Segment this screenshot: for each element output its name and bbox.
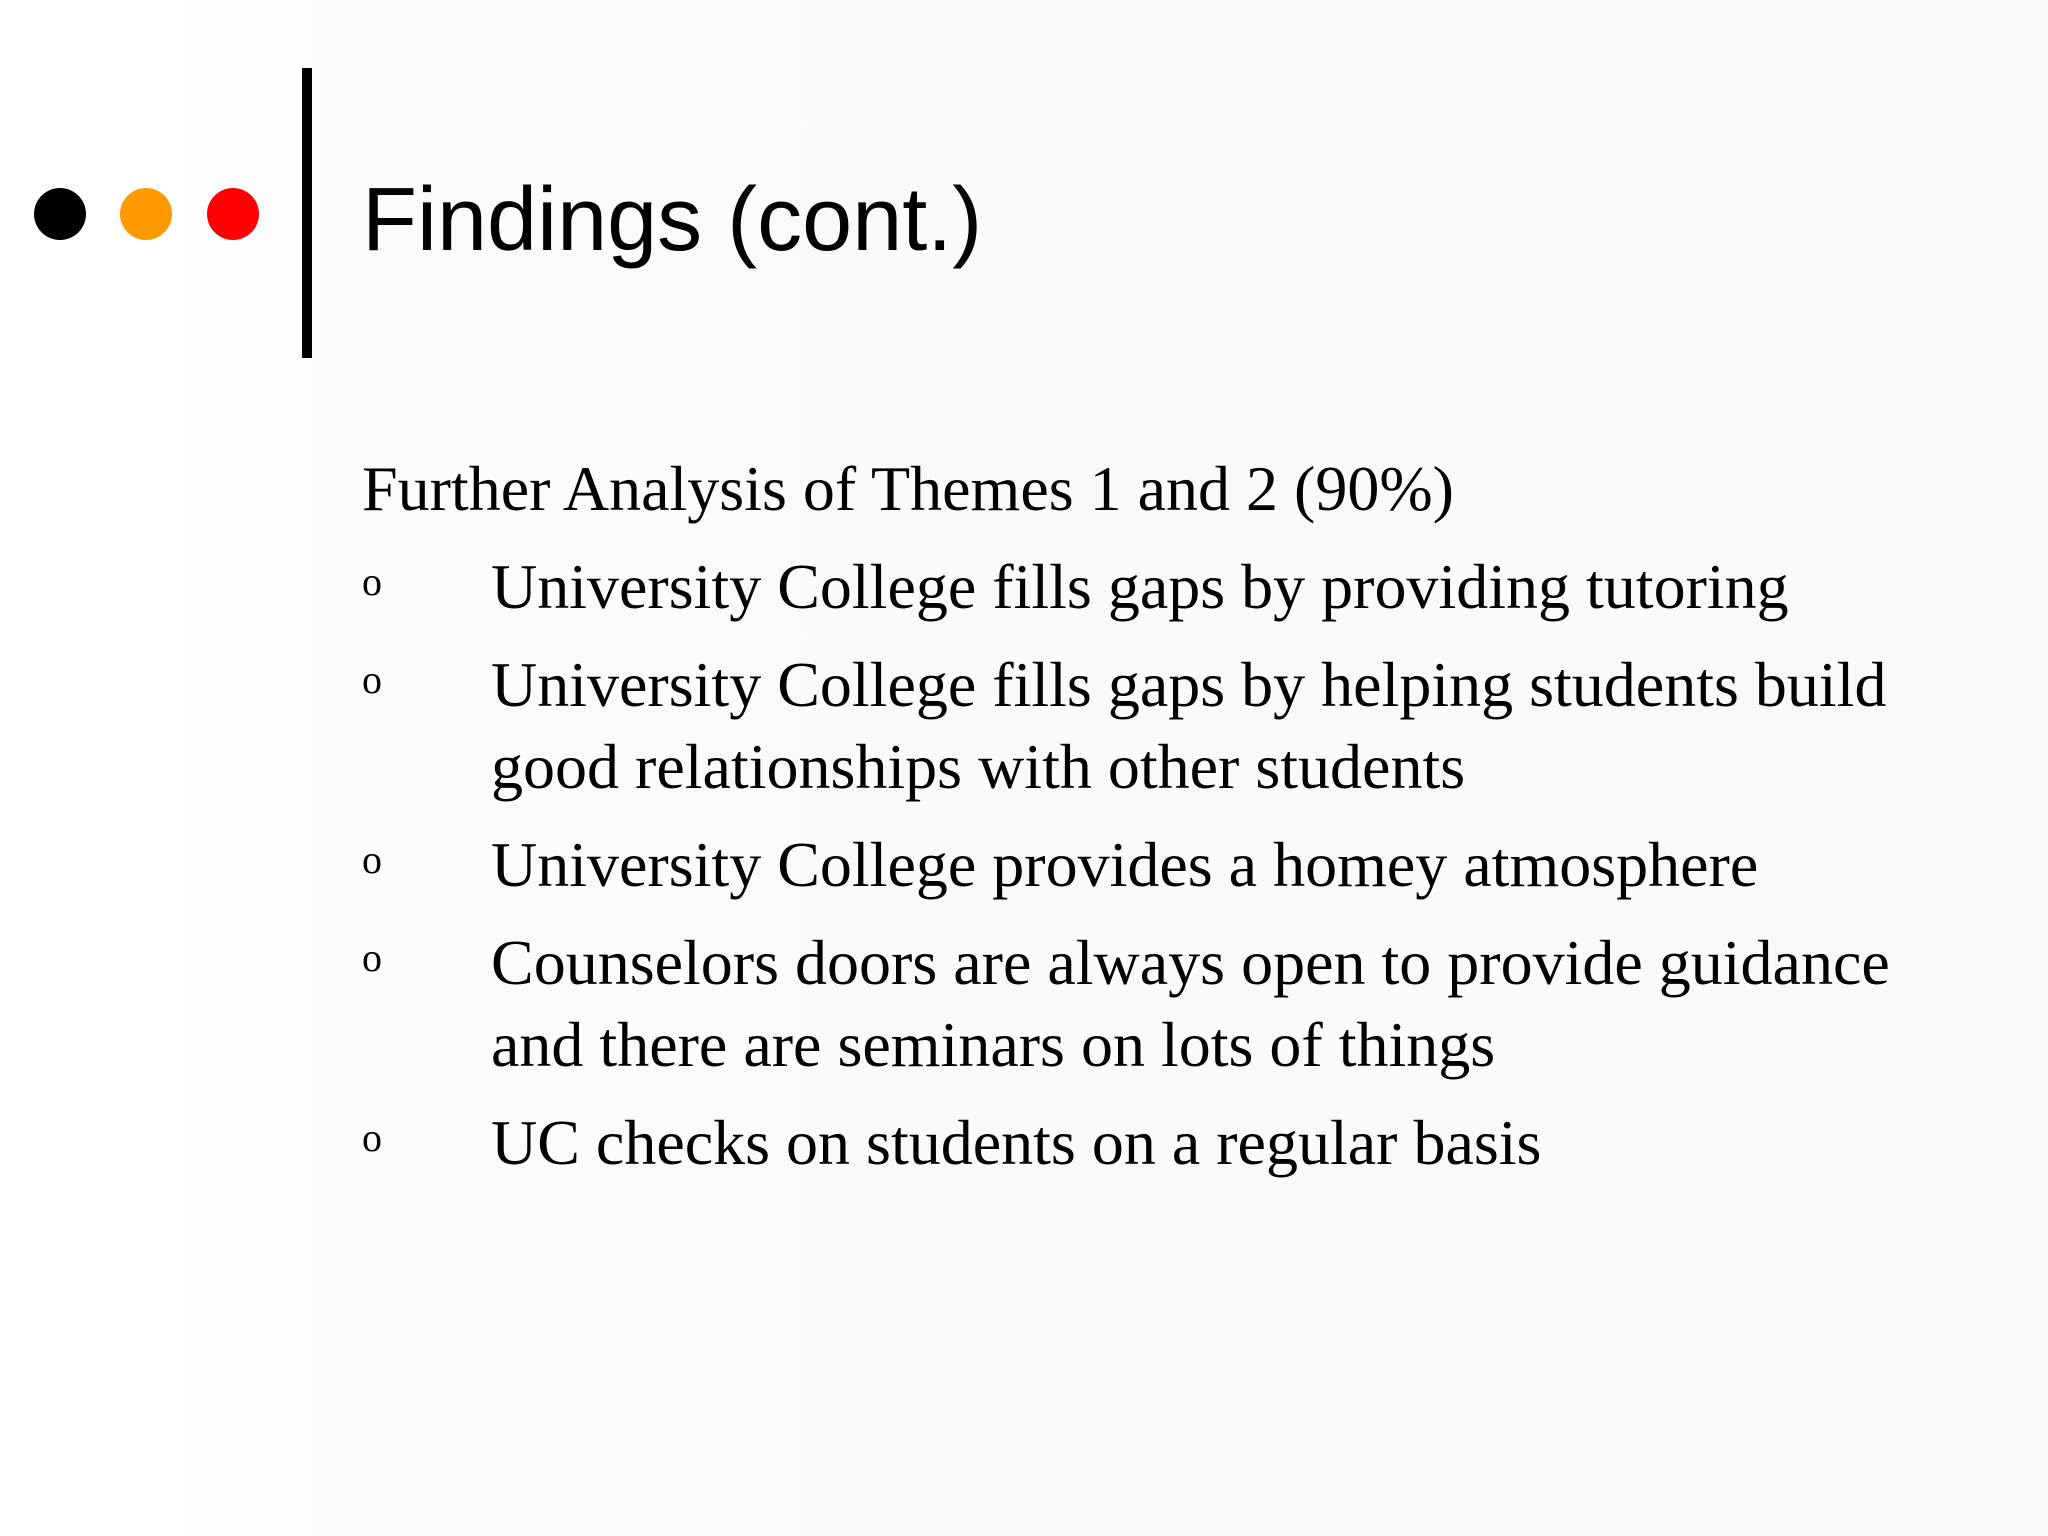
intro-text: Further Analysis of Themes 1 and 2 (90%) <box>362 453 1454 524</box>
bullet-text: University College fills gaps by providing tutoring <box>491 551 1789 622</box>
bullet-list <box>362 546 1922 1184</box>
black-dot-icon <box>34 188 86 240</box>
bullet-text: University College fills gaps by helping students build good relationships with other students <box>491 649 1887 802</box>
bullet-item <box>362 824 1922 906</box>
bullet-marker: o <box>362 559 382 604</box>
bullet-item <box>362 644 1922 808</box>
bullet-text: University College provides a homey atmosphere <box>491 829 1759 900</box>
bullet-marker: o <box>362 837 382 882</box>
bullet-item <box>362 922 1922 1086</box>
orange-dot-icon <box>120 188 172 240</box>
bullet-item <box>362 546 1922 628</box>
bullet-text: UC checks on students on a regular basis <box>491 1107 1542 1178</box>
slide-title: Findings (cont.) <box>362 170 983 270</box>
bullet-marker: o <box>362 935 382 980</box>
title-divider <box>302 68 312 358</box>
slide-body <box>362 448 1922 1200</box>
bullet-marker: o <box>362 1115 382 1160</box>
red-dot-icon <box>207 188 259 240</box>
bullet-item <box>362 1102 1922 1184</box>
bullet-text: Counselors doors are always open to provide guidance and there are seminars on lots of things <box>491 927 1890 1080</box>
bullet-marker: o <box>362 657 382 702</box>
